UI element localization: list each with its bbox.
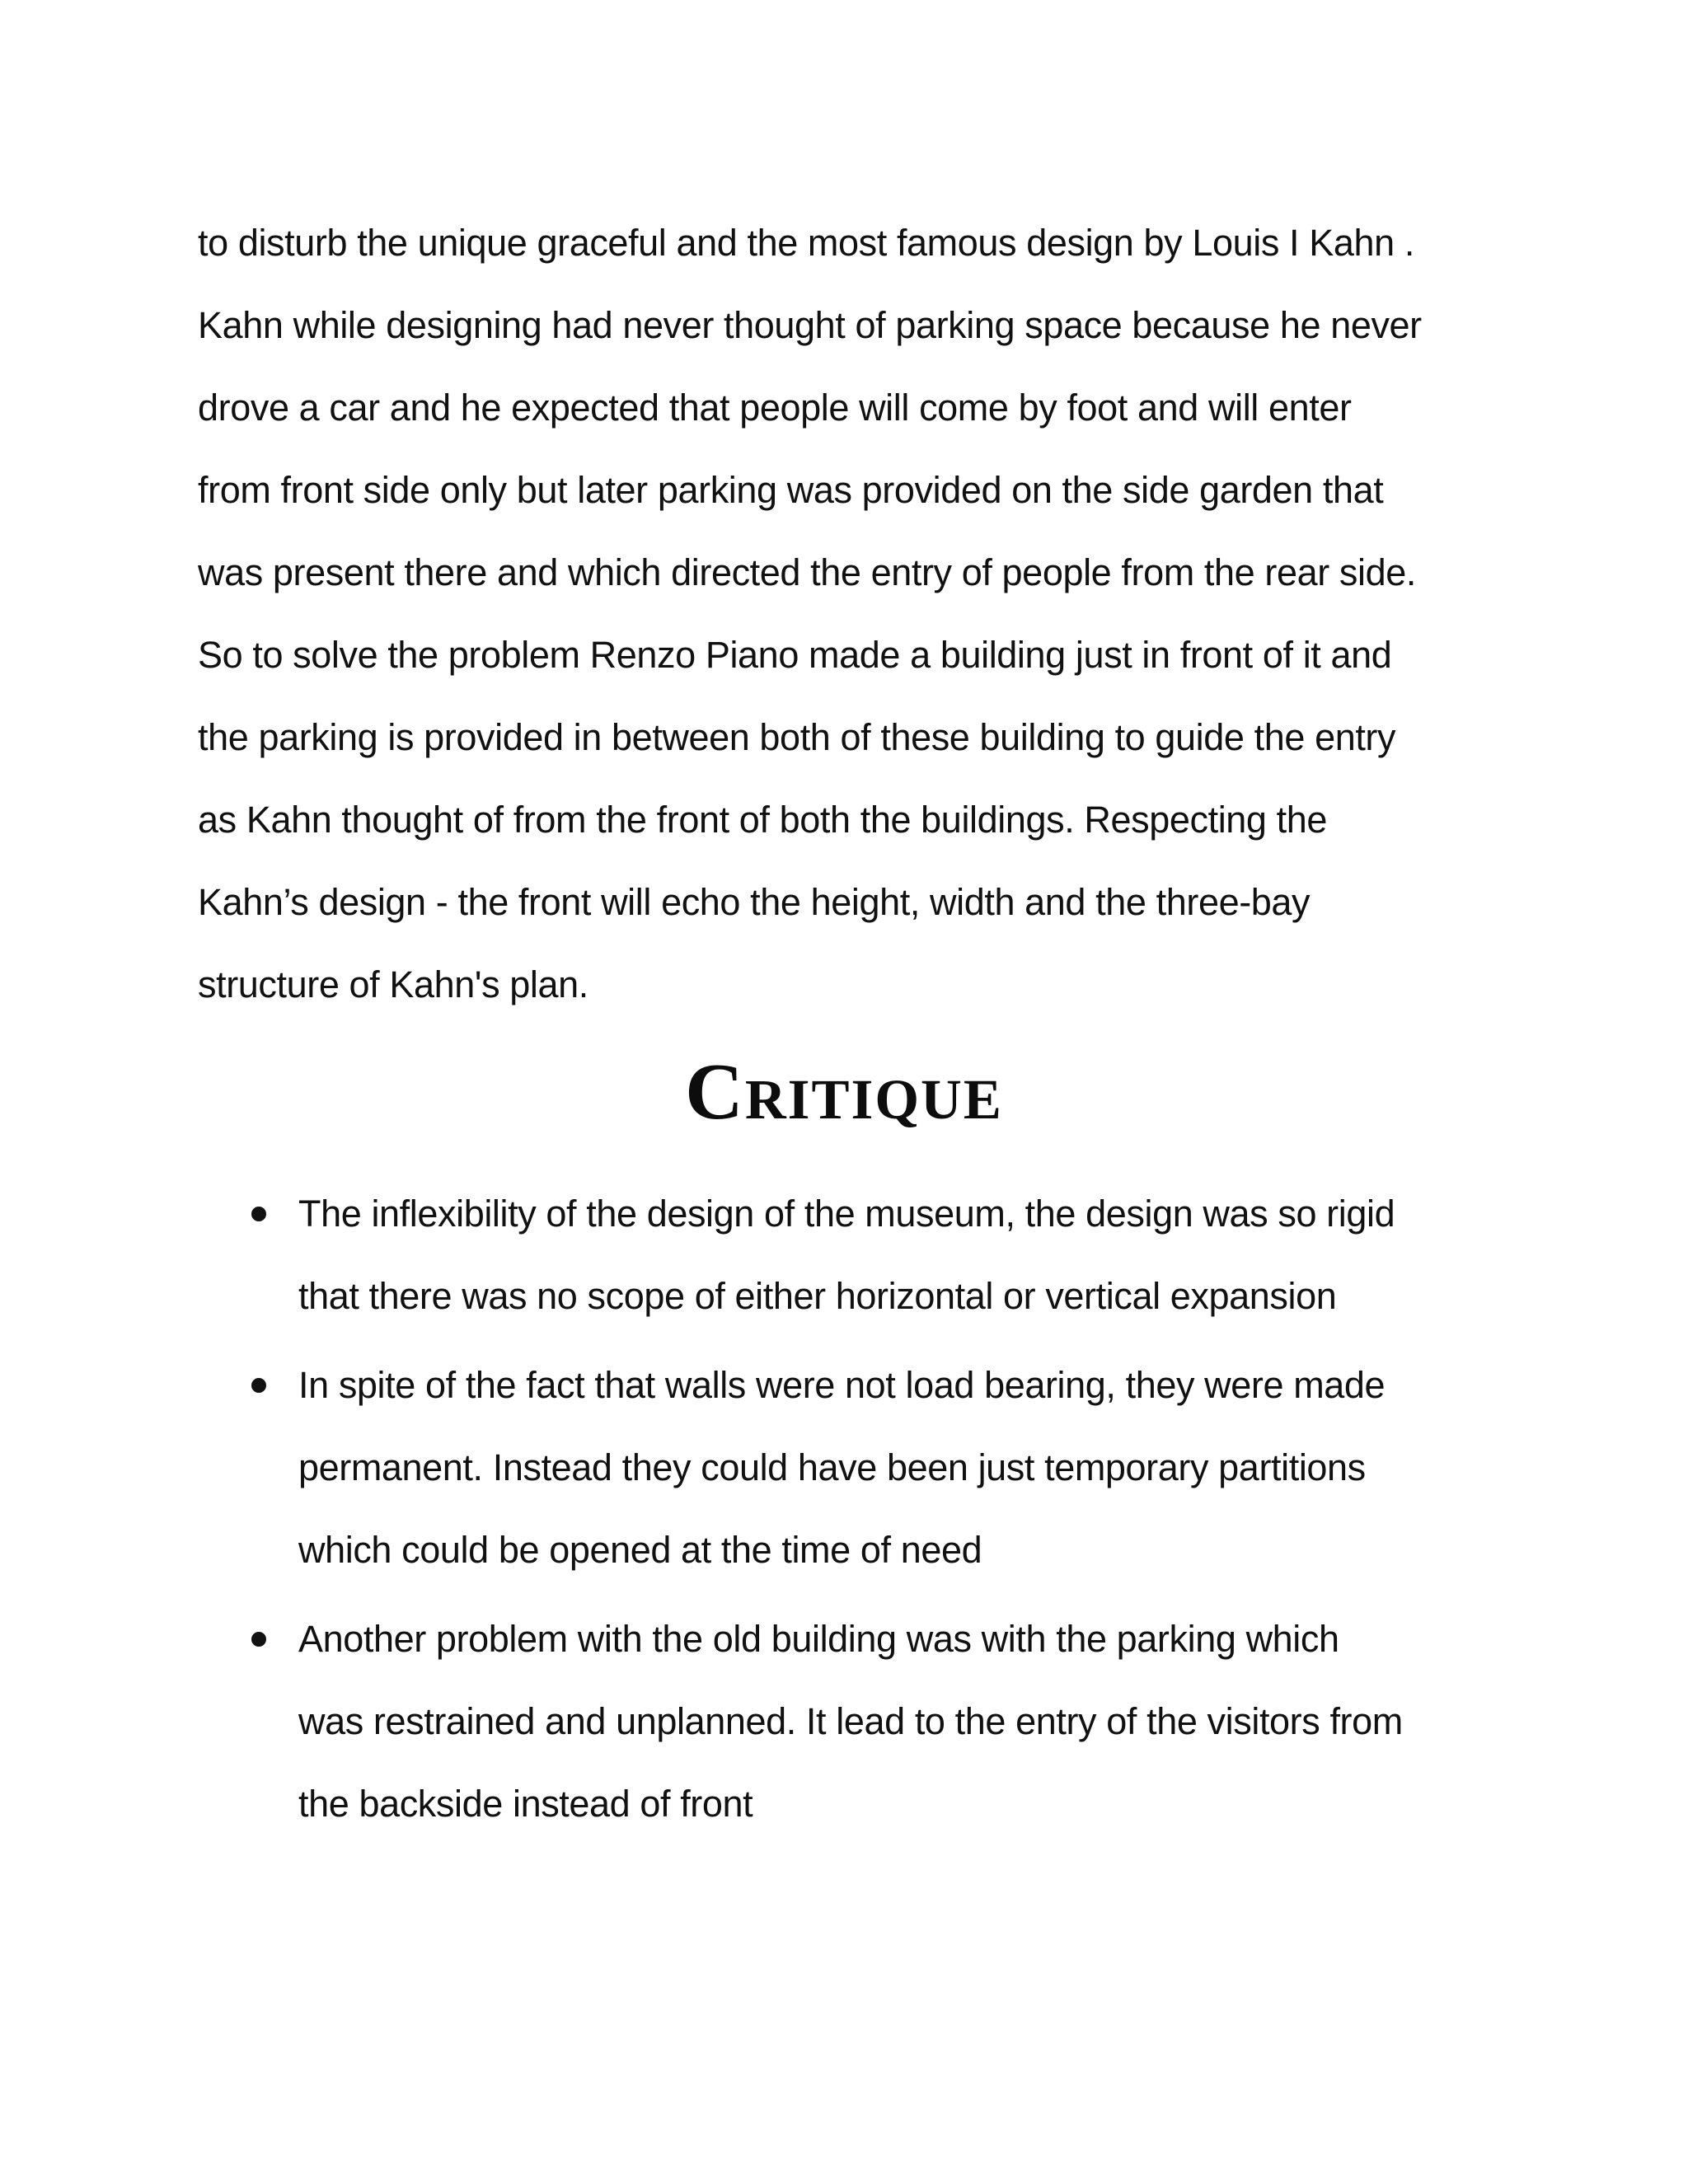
paragraph-line: from front side only but later parking was provided on the side garden that xyxy=(198,469,1384,511)
bullet-line: In spite of the fact that walls were not load bearing, they were made xyxy=(298,1364,1386,1406)
paragraph-line: drove a car and he expected that people will come by foot and will enter xyxy=(198,387,1352,429)
bullet-line: permanent. Instead they could have been just temporary partitions xyxy=(298,1446,1366,1488)
critique-bullet-item xyxy=(247,1173,1500,1338)
paragraph-line: So to solve the problem Renzo Piano made a building just in front of it and xyxy=(198,634,1392,676)
paragraph-line: Kahn while designing had never thought of parking space because he never xyxy=(198,304,1422,346)
bullet-dot-icon xyxy=(251,1207,266,1221)
paragraph-line: Kahn’s design - the front will echo the height, width and the three-bay xyxy=(198,881,1311,923)
bullet-line: The inflexibility of the design of the museum, the design was so rigid xyxy=(298,1193,1395,1235)
paragraph-line: was present there and which directed the entry of people from the rear side. xyxy=(198,551,1416,593)
bullet-line: was restrained and unplanned. It lead to the entry of the visitors from xyxy=(298,1700,1403,1742)
critique-bullet-item xyxy=(247,1598,1500,1845)
bullet-dot-icon xyxy=(251,1378,266,1393)
bullet-line: the backside instead of front xyxy=(298,1783,753,1825)
paragraph-line: as Kahn thought of from the front of both the buildings. Respecting the xyxy=(198,799,1328,841)
bullet-dot-icon xyxy=(251,1632,266,1647)
critique-bullet-item xyxy=(247,1344,1500,1591)
paragraph-line: the parking is provided in between both of these building to guide the entry xyxy=(198,716,1396,758)
paragraph-line: structure of Kahn's plan. xyxy=(198,963,588,1005)
paragraph-line: to disturb the unique graceful and the most famous design by Louis I Kahn . xyxy=(198,222,1414,264)
bullet-line: that there was no scope of either horizontal or vertical expansion xyxy=(298,1275,1337,1317)
critique-bullet-list xyxy=(247,1173,1500,1852)
bullet-line: which could be opened at the time of need xyxy=(298,1529,982,1571)
body-paragraph xyxy=(198,202,1500,1026)
section-heading-critique: Critique xyxy=(685,1047,1003,1137)
bullet-line: Another problem with the old building was with the parking which xyxy=(298,1618,1339,1660)
